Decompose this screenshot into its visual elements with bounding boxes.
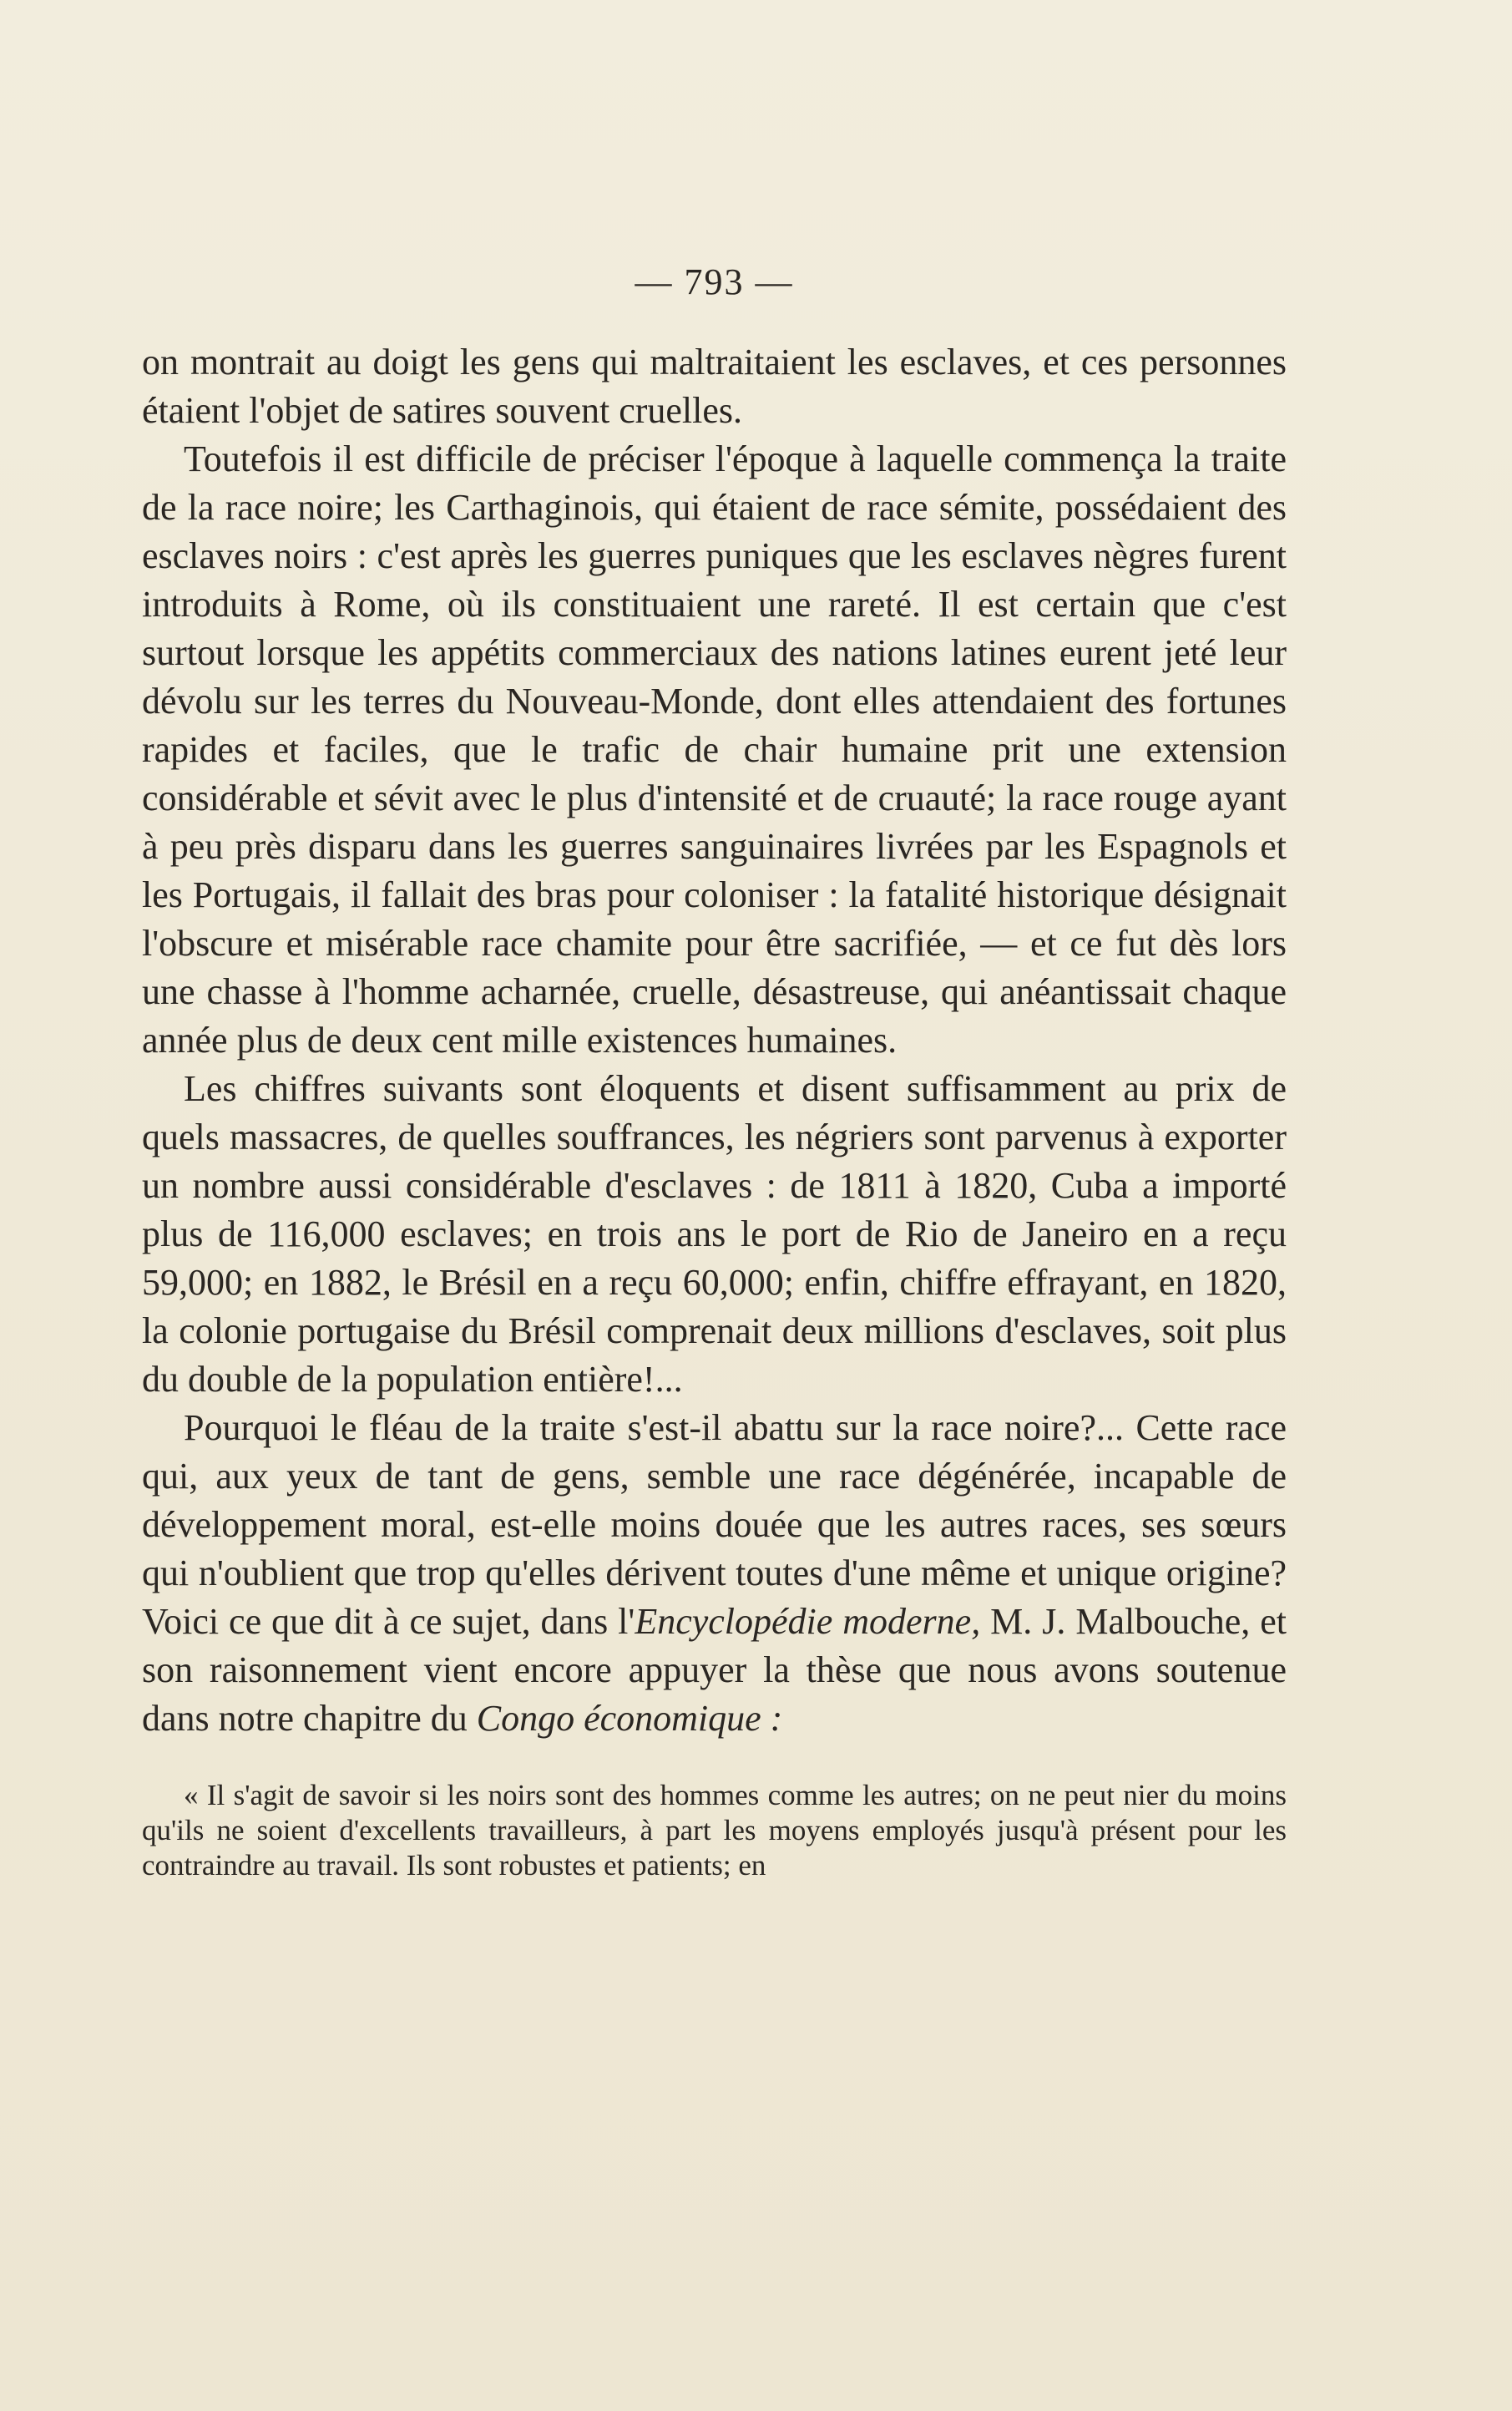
paragraph-2: Toutefois il est difficile de préciser l'époque à laquelle commença la traite de la race noire; les Carthaginois, qui étaient de race sémite, possédaient des esclaves noirs : c'est après les guerres puniques que les esclaves nègres furent introduits à Rome, où ils constituaient une rareté. Il est certain que c'est surtout lorsque les appétits commerciaux des nations latines eurent jeté leur dévolu sur les terres du Nouveau-Monde, dont elles attendaient des fortunes rapides et faciles, que le trafic de chair humaine prit une extension considérable et sévit avec le plus d'intensité et de cruauté; la race rouge ayant à peu près disparu dans les guerres sanguinaires livrées par les Espagnols et les Portugais, il fallait des bras pour coloniser : la fatalité historique désignait l'obscure et misérable race chamite pour être sacrifiée, — et ce fut dès lors une chasse à l'homme acharnée, cruelle, désastreuse, qui anéantissait chaque année plus de deux cent mille existences humaines. — [142, 438, 1287, 1061]
paragraph-1: on montrait au doigt les gens qui maltraitaient les esclaves, et ces personnes étaient l'objet de satires souvent cruelles. — [142, 342, 1287, 431]
paragraph-4-text-b: M. J. Malbouche, et son raisonnement vient encore appuyer la thèse que nous avons soutenue dans notre chapitre du — [142, 1601, 1287, 1739]
page-number: — 793 — — [635, 261, 794, 302]
congo-economique-title: Congo économique : — [476, 1698, 783, 1739]
quote-text: « Il s'agit de savoir si les noirs sont des hommes comme les autres; on ne peut nier du moins qu'ils ne soient d'excellents travailleurs, à part les moyens employés jusqu'à présent pour les contraindre au travail. Ils sont robustes et patients; en — [142, 1779, 1287, 1882]
paragraph-4-text-a: Pourquoi le fléau de la traite s'est-il abattu sur la race noire?... Cette race qui, aux yeux de tant de gens, semble une race dégénérée, incapable de développement moral, est-elle moins douée que les autres races, ses sœurs qui n'oublient que trop qu'elles dérivent toutes d'une même et unique origine? Voici ce que dit à ce sujet, dans l' — [142, 1407, 1287, 1642]
paragraph-3: Les chiffres suivants sont éloquents et disent suffisamment au prix de quels massacres, de quelles souffrances, les négriers sont parvenus à exporter un nombre aussi considérable d'esclaves : de 1811 à 1820, Cuba a importé plus de 116,000 esclaves; en trois ans le port de Rio de Janeiro en a reçu 59,000; en 1882, le Brésil en a reçu 60,000; enfin, chiffre effrayant, en 1820, la colonie portugaise du Brésil comprenait deux millions d'esclaves, soit plus du double de la population entière!... — [142, 1068, 1287, 1400]
body-text — [142, 338, 1287, 1743]
encyclopedie-moderne-title: Encyclopédie moderne, — [635, 1601, 981, 1642]
paragraph-4 — [142, 1404, 1287, 1743]
block-quote — [142, 1778, 1287, 1883]
